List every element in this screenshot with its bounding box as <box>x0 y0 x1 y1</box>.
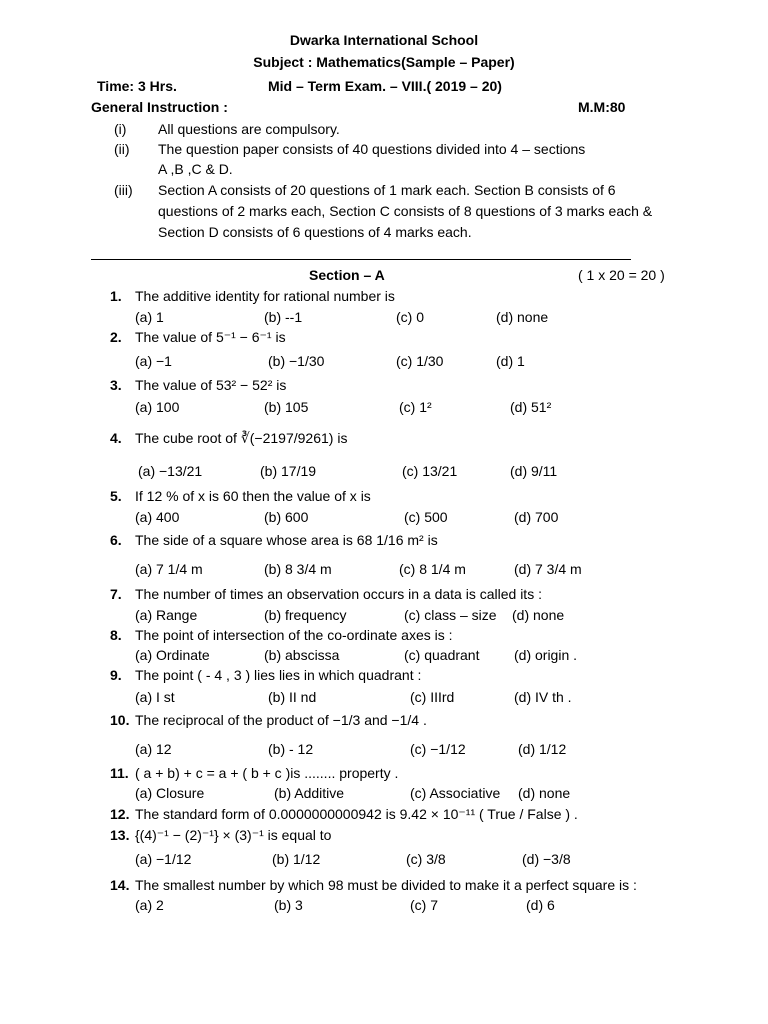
question-7 <box>110 585 542 603</box>
question-10 <box>110 711 427 729</box>
question-text: ( a + b) + c = a + ( b + c )is ........ property . <box>135 765 399 781</box>
option-a: (a) −13/21 <box>138 463 203 479</box>
question-3 <box>110 376 286 394</box>
option-b: (b) II nd <box>268 689 317 705</box>
option-a: (a) Ordinate <box>135 647 210 663</box>
option-d: (d) 9/11 <box>510 463 558 479</box>
question-text: The cube root of ∛(−2197/9261) is <box>135 430 348 446</box>
instruction-number: (i) <box>114 121 127 137</box>
option-b: (b) Additive <box>274 785 345 801</box>
option-a: (a) 7 1/4 m <box>135 561 203 577</box>
question-number: 8. <box>110 627 122 643</box>
option-c: (c) 0 <box>396 309 424 325</box>
option-a: (a) 1 <box>135 309 164 325</box>
question-number: 14. <box>110 877 130 893</box>
school-name: Dwarka International School <box>289 32 479 48</box>
section-marks: ( 1 x 20 = 20 ) <box>578 267 665 283</box>
question-5 <box>110 487 371 505</box>
question-text: The side of a square whose area is 68 1/16 m² is <box>135 532 438 548</box>
question-number: 10. <box>110 712 130 728</box>
instruction-number: (ii) <box>114 141 130 157</box>
question-text: The point ( - 4 , 3 ) lies lies in which quadrant : <box>135 667 422 683</box>
option-b: (b) abscissa <box>264 647 340 663</box>
option-d: (d) none <box>518 785 571 801</box>
question-number: 12. <box>110 806 130 822</box>
option-c: (c) 500 <box>404 509 448 525</box>
question-number: 6. <box>110 532 122 548</box>
option-d: (d) none <box>512 607 565 623</box>
option-d: (d) 51² <box>510 399 552 415</box>
instruction-number: (iii) <box>114 182 133 198</box>
option-c: (c) class – size <box>404 607 497 623</box>
option-c: (c) quadrant <box>404 647 480 663</box>
question-number: 1. <box>110 288 122 304</box>
question-text: The value of 5⁻¹ − 6⁻¹ is <box>135 329 286 345</box>
option-a: (a) −1/12 <box>135 851 192 867</box>
option-b: (b) 1/12 <box>272 851 321 867</box>
option-b: (b) frequency <box>264 607 347 623</box>
option-b: (b) 105 <box>264 399 309 415</box>
question-9 <box>110 666 421 684</box>
max-marks: M.M:80 <box>578 99 626 115</box>
question-text: The point of intersection of the co-ordinate axes is : <box>135 627 453 643</box>
question-number: 3. <box>110 377 122 393</box>
instruction-line: Section D consists of 6 questions of 4 marks each. <box>158 224 472 240</box>
question-text: The standard form of 0.0000000000942 is 9.42 × 10⁻¹¹ ( True / False ) . <box>135 806 578 822</box>
instruction-line: All questions are compulsory. <box>158 121 340 137</box>
question-text: If 12 % of x is 60 then the value of x is <box>135 488 371 504</box>
option-c: (c) IIIrd <box>410 689 455 705</box>
option-b: (b) 17/19 <box>260 463 317 479</box>
question-number: 13. <box>110 827 130 843</box>
question-number: 9. <box>110 667 122 683</box>
option-b: (b) 8 3/4 m <box>264 561 332 577</box>
question-11 <box>110 764 398 782</box>
exam-time: Time: 3 Hrs. <box>97 78 177 94</box>
option-d: (d) origin . <box>514 647 578 663</box>
divider <box>91 259 631 260</box>
option-b: (b) - 12 <box>268 741 314 757</box>
question-12 <box>110 805 578 823</box>
option-c: (c) 1² <box>399 399 432 415</box>
question-text: The additive identity for rational number is <box>135 288 395 304</box>
question-text: The value of 53² − 52² is <box>135 377 287 393</box>
option-c: (c) −1/12 <box>410 741 466 757</box>
instruction-line: Section A consists of 20 questions of 1 mark each. Section B consists of 6 <box>158 182 616 198</box>
option-d: (d) none <box>496 309 549 325</box>
option-a: (a) Closure <box>135 785 205 801</box>
question-text: The reciprocal of the product of −1/3 and −1/4 . <box>135 712 427 728</box>
question-6 <box>110 531 438 549</box>
option-c: (c) Associative <box>410 785 501 801</box>
instruction-line: A ,B ,C & D. <box>158 161 233 177</box>
question-14 <box>110 876 637 894</box>
question-2 <box>110 328 286 346</box>
option-a: (a) Range <box>135 607 198 623</box>
option-d: (d) 1/12 <box>518 741 567 757</box>
option-d: (d) 700 <box>514 509 559 525</box>
option-a: (a) −1 <box>135 353 172 369</box>
option-c: (c) 3/8 <box>406 851 446 867</box>
question-number: 4. <box>110 430 122 446</box>
option-d: (d) 1 <box>496 353 525 369</box>
question-text: The number of times an observation occurs in a data is called its : <box>135 586 542 602</box>
question-13 <box>110 826 331 844</box>
option-b: (b) 600 <box>264 509 309 525</box>
question-4 <box>110 429 347 447</box>
option-d: (d) IV th . <box>514 689 572 705</box>
option-c: (c) 1/30 <box>396 353 444 369</box>
exam-title: Mid – Term Exam. – VIII.( 2019 – 20) <box>268 78 502 94</box>
option-d: (d) 7 3/4 m <box>514 561 582 577</box>
general-instruction-heading: General Instruction : <box>91 99 228 115</box>
question-8 <box>110 626 453 644</box>
option-a: (a) 12 <box>135 741 172 757</box>
question-number: 11. <box>110 765 129 781</box>
question-number: 7. <box>110 586 122 602</box>
question-text: {(4)⁻¹ − (2)⁻¹} × (3)⁻¹ is equal to <box>135 827 332 843</box>
option-c: (c) 13/21 <box>402 463 458 479</box>
instruction-line: The question paper consists of 40 questions divided into 4 – sections <box>158 141 586 157</box>
option-d: (d) 6 <box>526 897 555 913</box>
option-d: (d) −3/8 <box>522 851 571 867</box>
option-c: (c) 8 1/4 m <box>399 561 466 577</box>
option-b: (b) --1 <box>264 309 303 325</box>
option-a: (a) I st <box>135 689 175 705</box>
option-c: (c) 7 <box>410 897 438 913</box>
question-1 <box>110 287 395 305</box>
question-number: 2. <box>110 329 122 345</box>
section-title: Section – A <box>309 267 385 283</box>
option-a: (a) 2 <box>135 897 164 913</box>
subject-line: Subject : Mathematics(Sample – Paper) <box>253 54 515 70</box>
instruction-line: questions of 2 marks each, Section C consists of 8 questions of 3 marks each & <box>158 203 653 219</box>
question-number: 5. <box>110 488 122 504</box>
question-text: The smallest number by which 98 must be divided to make it a perfect square is : <box>135 877 637 893</box>
option-b: (b) 3 <box>274 897 303 913</box>
option-b: (b) −1/30 <box>268 353 325 369</box>
option-a: (a) 100 <box>135 399 180 415</box>
option-a: (a) 400 <box>135 509 180 525</box>
